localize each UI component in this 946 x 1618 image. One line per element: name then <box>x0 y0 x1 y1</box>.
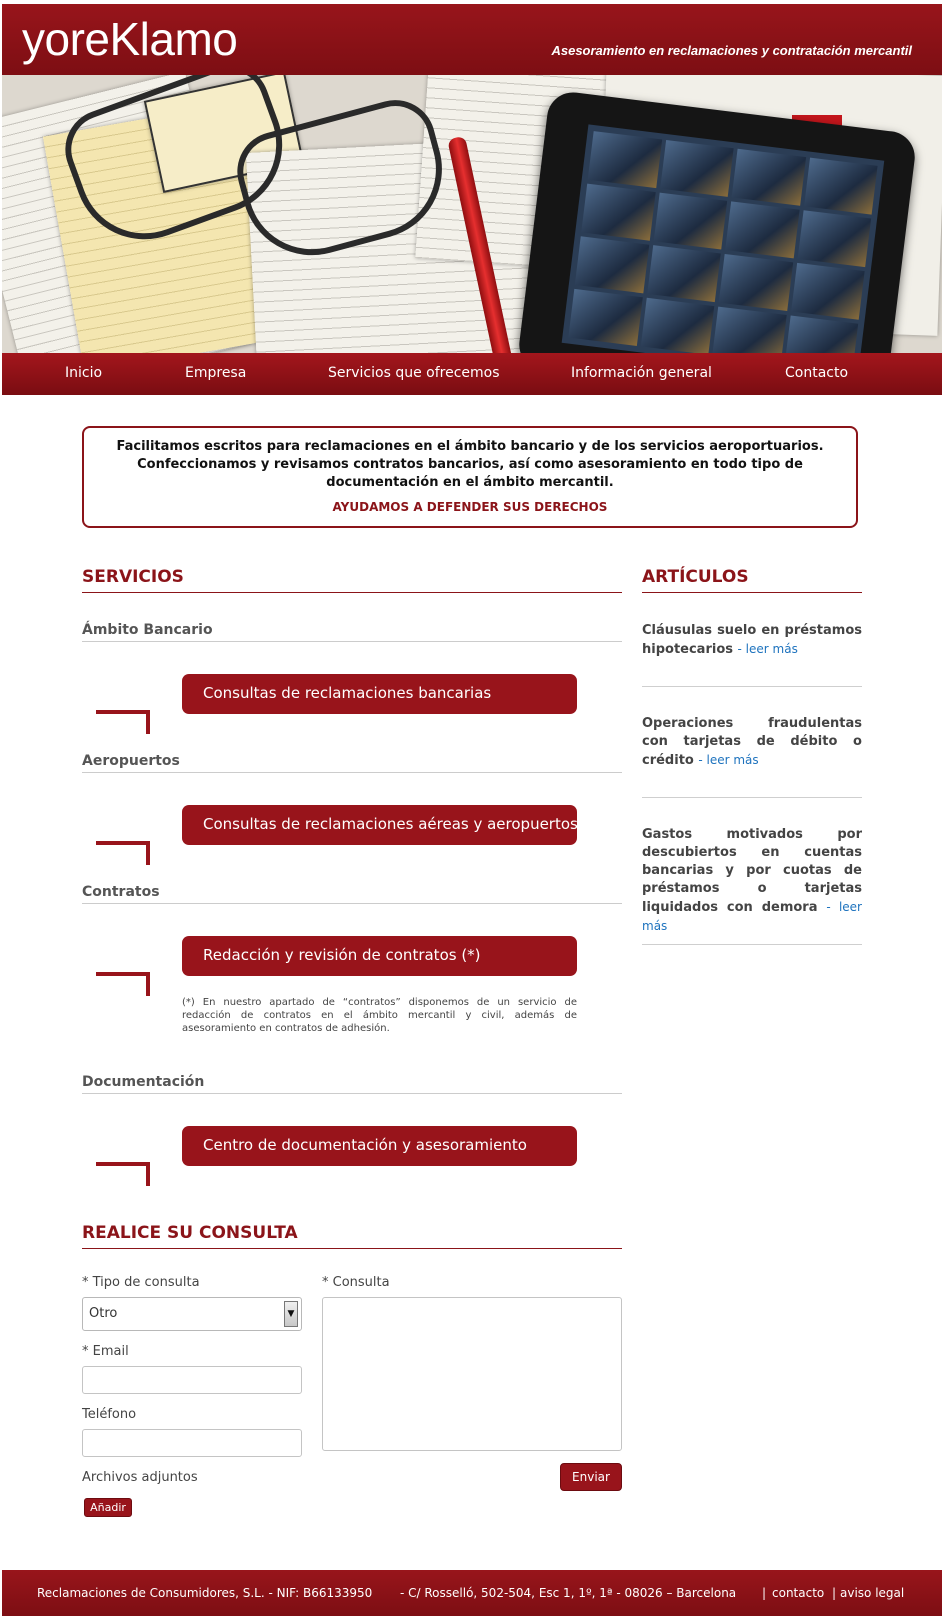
read-more-link[interactable]: - leer más <box>737 642 798 656</box>
archivos-label: Archivos adjuntos <box>82 1470 198 1485</box>
footer-legal-link[interactable]: aviso legal <box>840 1586 905 1600</box>
article-item <box>642 622 862 659</box>
required-mark: * <box>82 1275 89 1290</box>
footer-contact-link[interactable]: contacto <box>772 1586 825 1600</box>
article-title[interactable]: Operaciones fraudulentas con tarjetas de débito o crédito <box>642 716 862 768</box>
nav-item-inicio[interactable]: Inicio <box>65 365 103 381</box>
footer-company: Reclamaciones de Consumidores, S.L. - NIF: B66133950 <box>37 1586 373 1600</box>
chevron-down-icon[interactable]: ▼ <box>284 1301 298 1327</box>
form-heading: REALICE SU CONSULTA <box>82 1223 298 1243</box>
nav-item-servicios[interactable]: Servicios que ofrecemos <box>328 365 500 381</box>
site-tagline: Asesoramiento en reclamaciones y contratación mercantil <box>551 43 912 58</box>
corner-decoration <box>96 710 150 734</box>
intro-text: Facilitamos escritos para reclamaciones en el ámbito bancario y de los servicios aeroportuarios. Confeccionamos y revisamos contratos bancarios, así como asesoramiento en todo tipo de documentación en el ámbito mercantil. <box>116 439 824 490</box>
tipo-select-value: Otro <box>89 1306 118 1321</box>
tipo-select[interactable] <box>82 1297 302 1331</box>
intro-slogan: AYUDAMOS A DEFENDER SUS DERECHOS <box>332 500 608 514</box>
read-more-link[interactable]: - leer más <box>698 753 759 767</box>
service-button-bancario[interactable]: Consultas de reclamaciones bancarias <box>182 674 577 714</box>
telefono-field[interactable] <box>82 1429 302 1457</box>
telefono-label: Teléfono <box>82 1407 137 1422</box>
article-divider <box>642 944 862 945</box>
form-heading-rule <box>82 1248 622 1249</box>
footer-address: - C/ Rosselló, 502-504, Esc 1, 1º, 1ª - 08026 – Barcelona <box>400 1586 737 1600</box>
contracts-footnote: (*) En nuestro apartado de “contratos” disponemos de un servicio de redacción de contratos en el ámbito mercantil y civil, además de asesoramiento en contratos de adhesión. <box>182 997 577 1034</box>
service-button-documentacion[interactable]: Centro de documentación y asesoramiento <box>182 1126 577 1166</box>
article-divider <box>642 797 862 798</box>
site-logo[interactable]: yoreKlamo <box>22 13 238 65</box>
service-group-rule <box>82 772 622 773</box>
email-field[interactable] <box>82 1366 302 1394</box>
hero-image <box>2 75 942 353</box>
service-group-rule <box>82 641 622 642</box>
service-button-aeropuertos[interactable]: Consultas de reclamaciones aéreas y aeropuertos <box>182 805 577 845</box>
article-title[interactable]: Gastos motivados por descubiertos en cuentas bancarias y por cuotas de préstamos o tarjetas liquidados con demora <box>642 827 862 915</box>
consulta-label <box>322 1275 390 1290</box>
article-divider <box>642 686 862 687</box>
nav-item-informacion[interactable]: Información general <box>571 365 712 381</box>
article-title[interactable]: Cláusulas suelo en préstamos hipotecarios <box>642 623 862 657</box>
service-button-contratos[interactable]: Redacción y revisión de contratos (*) <box>182 936 577 976</box>
site-header <box>2 4 942 75</box>
service-group-title-documentacion: Documentación <box>82 1074 205 1090</box>
email-label-text: Email <box>92 1344 129 1359</box>
consulta-textarea[interactable] <box>322 1297 622 1451</box>
article-item <box>642 826 862 936</box>
tipo-label-text: Tipo de consulta <box>92 1275 200 1290</box>
articles-heading: ARTÍCULOS <box>642 567 749 587</box>
send-button[interactable]: Enviar <box>560 1463 622 1491</box>
add-file-button[interactable]: Añadir <box>84 1498 132 1517</box>
footer-separator: | <box>832 1586 837 1600</box>
nav-item-contacto[interactable]: Contacto <box>785 365 849 381</box>
hero-tablet-screen <box>562 124 885 353</box>
corner-decoration <box>96 841 150 865</box>
hero-tablet <box>516 89 917 353</box>
tipo-label <box>82 1275 200 1290</box>
read-more-link[interactable]: - leer más <box>642 900 862 933</box>
site-footer <box>2 1570 942 1616</box>
required-mark: * <box>82 1344 89 1359</box>
intro-box <box>82 426 858 528</box>
service-group-rule <box>82 903 622 904</box>
articles-heading-rule <box>642 592 862 593</box>
services-heading-rule <box>82 592 622 593</box>
article-item <box>642 715 862 770</box>
consulta-label-text: Consulta <box>332 1275 390 1290</box>
footer-separator: | <box>762 1586 767 1600</box>
email-label <box>82 1344 129 1359</box>
nav-item-empresa[interactable]: Empresa <box>185 365 247 381</box>
service-group-title-aeropuertos: Aeropuertos <box>82 753 180 769</box>
main-nav <box>2 353 942 395</box>
service-group-title-bancario: Ámbito Bancario <box>82 622 213 638</box>
service-group-title-contratos: Contratos <box>82 884 160 900</box>
required-mark: * <box>322 1275 329 1290</box>
corner-decoration <box>96 972 150 996</box>
service-group-rule <box>82 1093 622 1094</box>
services-heading: SERVICIOS <box>82 567 184 587</box>
corner-decoration <box>96 1162 150 1186</box>
